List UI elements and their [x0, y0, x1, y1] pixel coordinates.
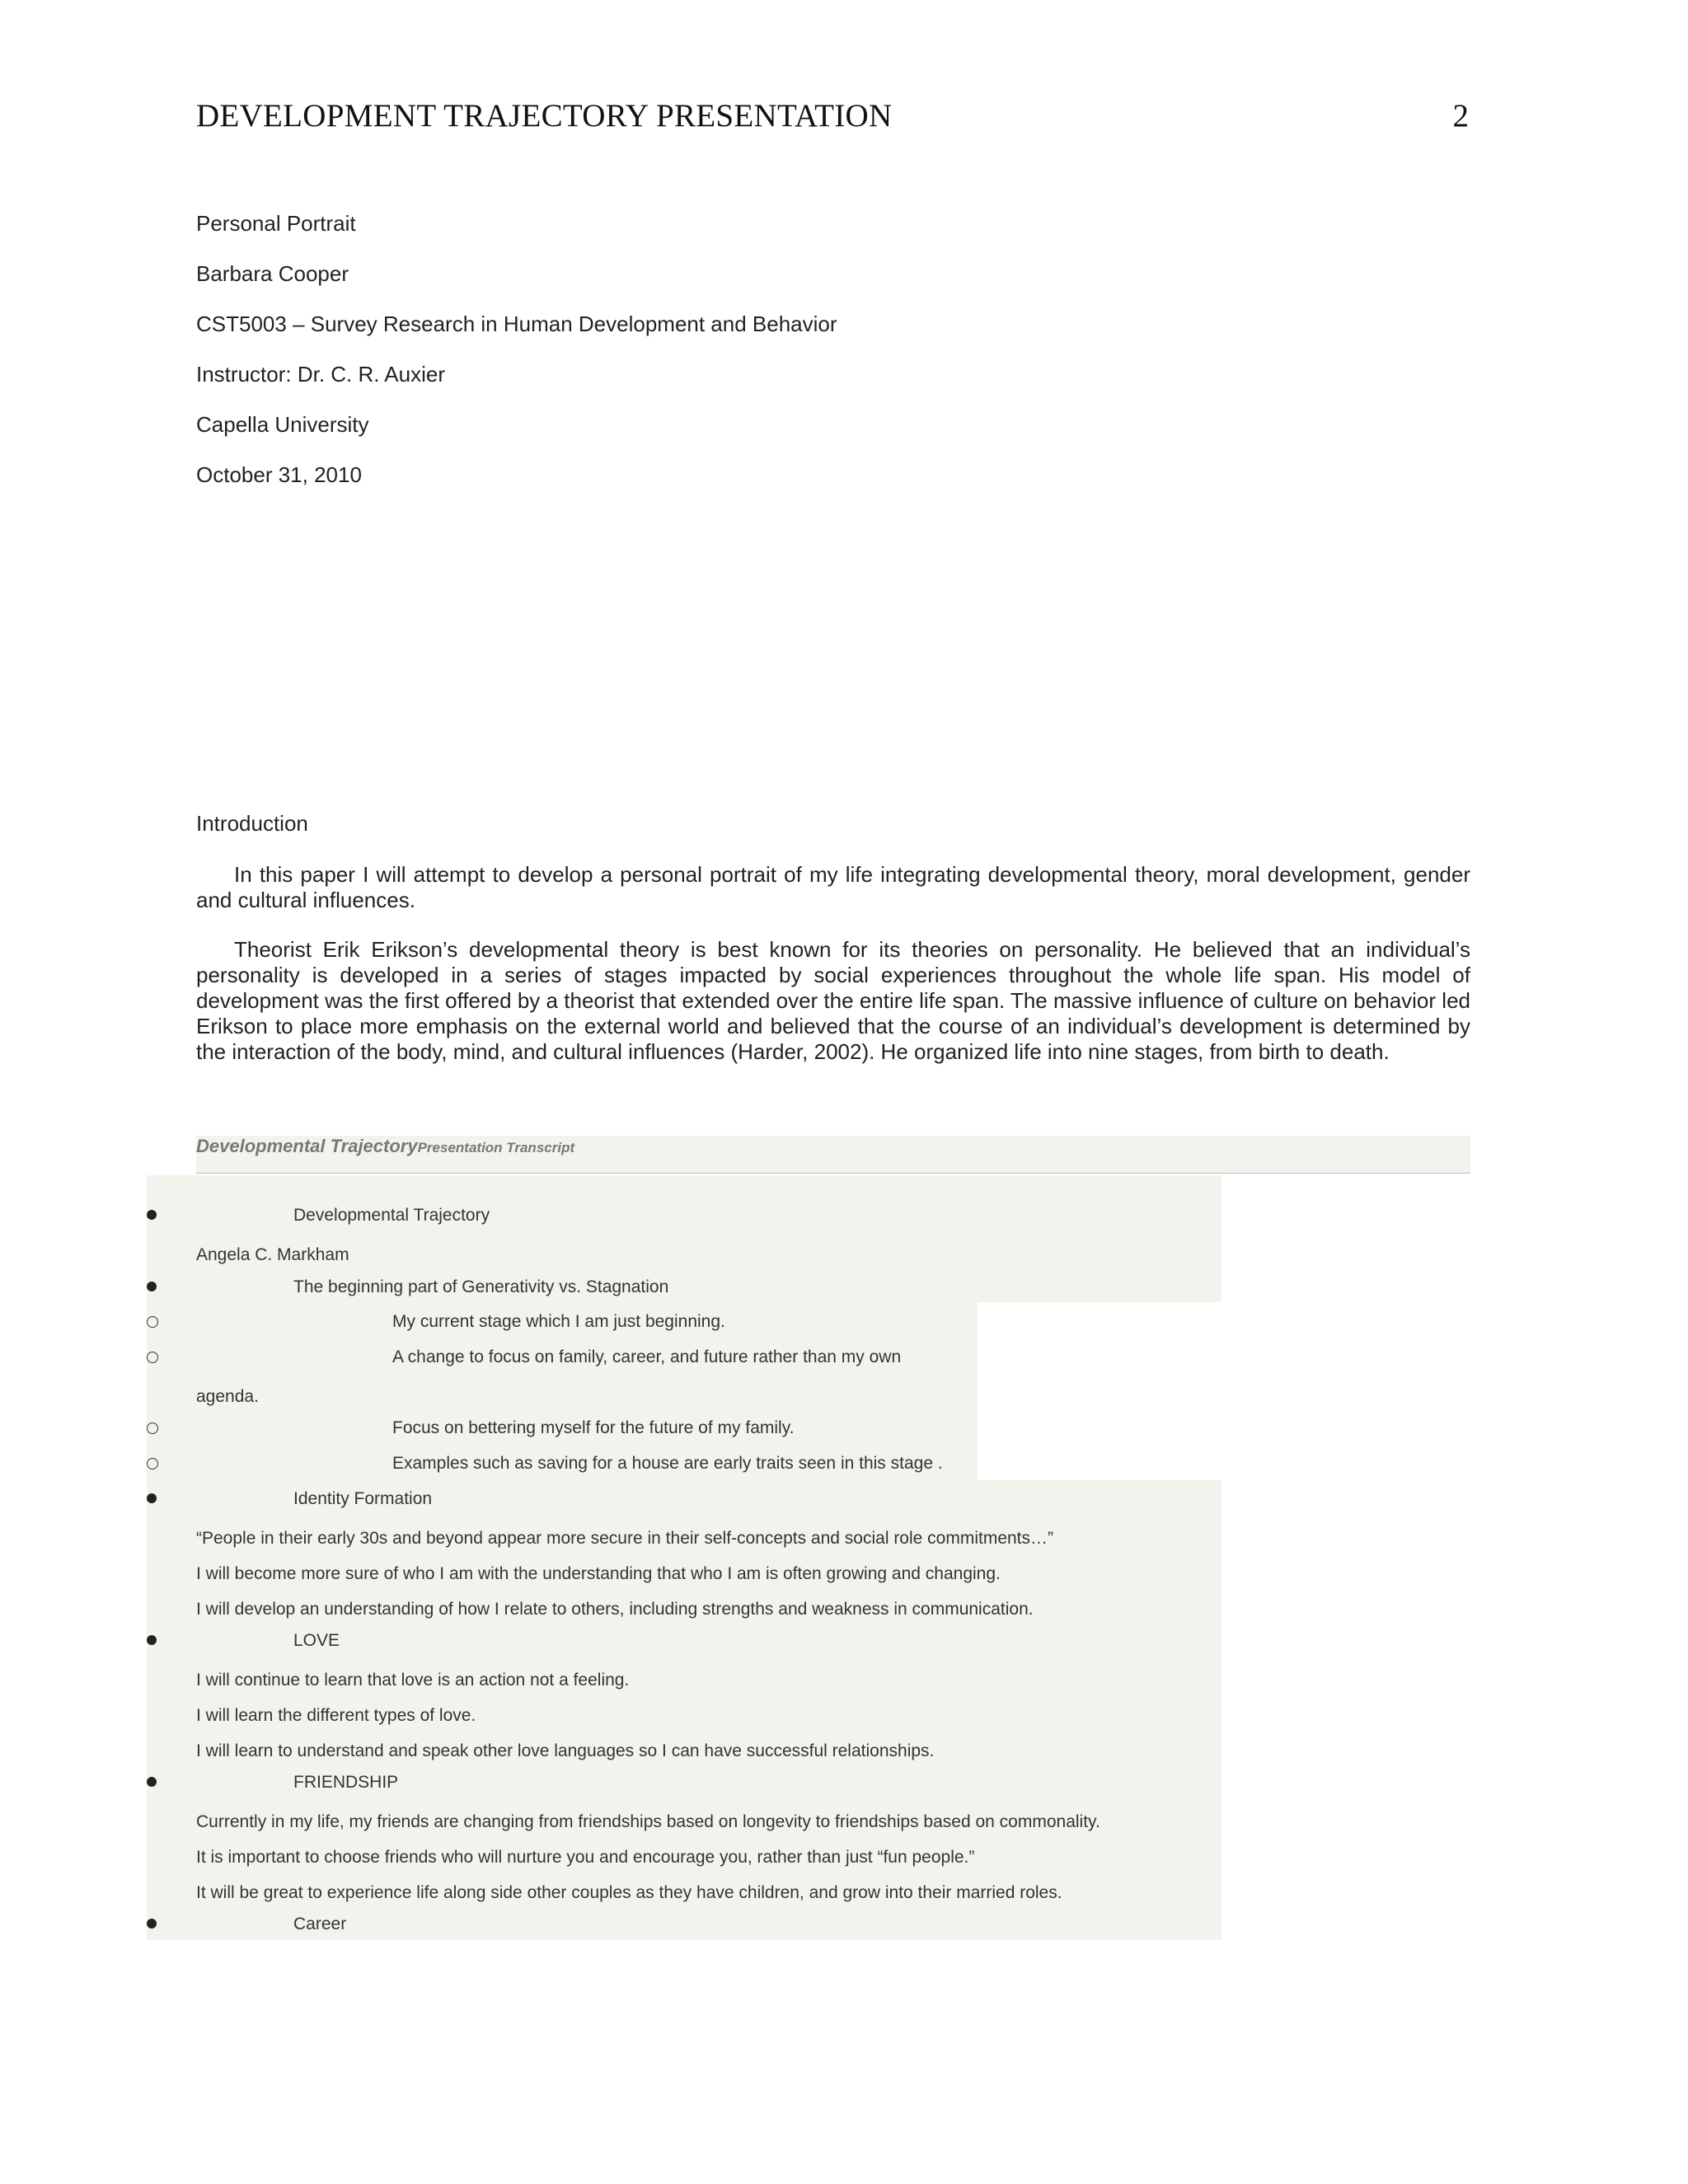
hollow-bullet-icon [147, 1352, 158, 1363]
institution-name: Capella University [196, 412, 369, 437]
paper-date: October 31, 2010 [196, 462, 362, 487]
list-item: FRIENDSHIP [293, 1773, 399, 1792]
list-item: A change to focus on family, career, and future rather than my own [392, 1347, 902, 1366]
filled-bullet-icon [147, 1635, 157, 1645]
hollow-bullet-icon [147, 1422, 158, 1434]
course-name: CST5003 – Survey Research in Human Development and Behavior [196, 312, 837, 336]
list-item: Identity Formation [293, 1489, 433, 1508]
intro-paragraph-1: In this paper I will attempt to develop a personal portrait of my life integrating developmental theory, moral development, gender and cultural influences. [196, 862, 1470, 912]
hollow-bullet-icon [147, 1458, 158, 1469]
page-number: 2 [1452, 98, 1469, 134]
list-item: Angela C. Markham [196, 1245, 349, 1264]
filled-bullet-icon [147, 1210, 157, 1220]
list-item: agenda. [196, 1387, 259, 1406]
list-item: Career [293, 1915, 347, 1933]
hollow-bullet-icon [147, 1316, 158, 1328]
paper-title: Personal Portrait [196, 211, 356, 236]
list-item: Currently in my life, my friends are changing from friendships based on longevity to friendships based on commonality. [196, 1812, 1100, 1831]
transcript-title-text: Developmental Trajectory [196, 1136, 418, 1156]
list-item: It will be great to experience life along side other couples as they have children, and grow into their married roles. [196, 1883, 1062, 1902]
list-item: “People in their early 30s and beyond appear more secure in their self-concepts and social role commitments…” [196, 1529, 1054, 1548]
list-item: Focus on bettering myself for the future of my family. [392, 1418, 795, 1437]
transcript-divider [196, 1173, 1470, 1174]
filled-bullet-icon [147, 1282, 157, 1291]
filled-bullet-icon [147, 1919, 157, 1929]
section-heading-introduction: Introduction [196, 811, 308, 836]
intro-paragraph-2: Theorist Erik Erikson’s developmental theory is best known for its theories on personality. He believed that an individual’s personality is developed in a series of stages impacted by social experiences throughout the whole life span. His model of development was the first offered by a theorist that extended over the entire life span. The massive influence of culture on behavior led Erikson to place more emphasis on the external world and believed that the course of an individual’s development is determined by the interaction of the body, mind, and cultural influences (Harder, 2002). He organized life into nine stages, from birth to death. [196, 937, 1470, 1064]
running-header-title: DEVELOPMENT TRAJECTORY PRESENTATION [196, 98, 893, 134]
list-item: I will become more sure of who I am with the understanding that who I am is often growing and changing. [196, 1564, 1001, 1583]
instructor-name: Instructor: Dr. C. R. Auxier [196, 362, 445, 387]
list-item: Developmental Trajectory [293, 1206, 490, 1225]
list-item: I will learn to understand and speak other love languages so I can have successful relationships. [196, 1741, 935, 1760]
list-item: It is important to choose friends who will nurture you and encourage you, rather than just “fun people.” [196, 1848, 975, 1867]
author-name: Barbara Cooper [196, 261, 349, 286]
list-item: I will continue to learn that love is an action not a feeling. [196, 1671, 630, 1690]
filled-bullet-icon [147, 1493, 157, 1503]
list-item: The beginning part of Generativity vs. Stagnation [293, 1277, 669, 1296]
transcript-title [196, 1136, 574, 1157]
filled-bullet-icon [147, 1777, 157, 1787]
list-item: LOVE [293, 1631, 340, 1650]
list-item: Examples such as saving for a house are early traits seen in this stage . [392, 1454, 943, 1473]
list-item: My current stage which I am just beginning. [392, 1312, 725, 1331]
list-item: I will learn the different types of love. [196, 1706, 476, 1725]
transcript-subtitle: Presentation Transcript [417, 1140, 575, 1155]
list-item: I will develop an understanding of how I relate to others, including strengths and weakness in communication. [196, 1600, 1034, 1619]
